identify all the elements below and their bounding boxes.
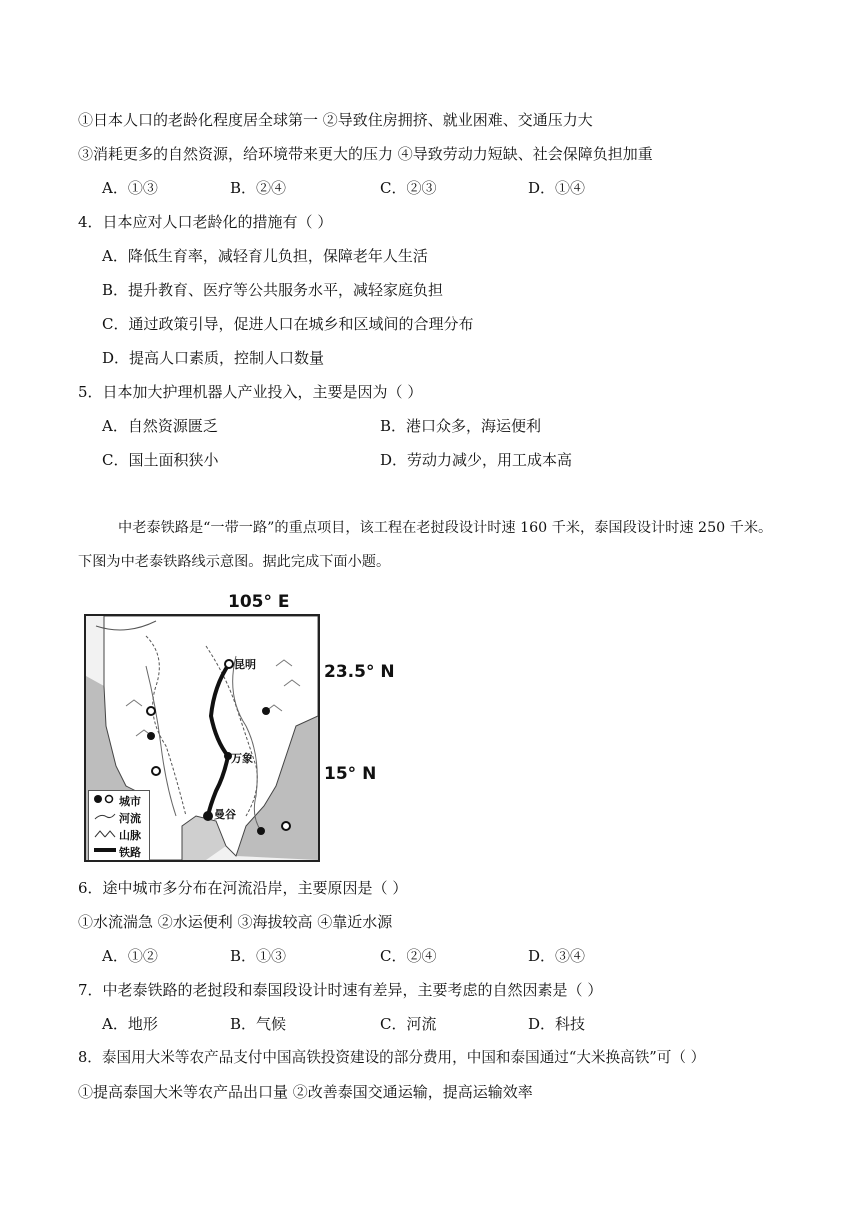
legend-railway-icon [93,844,117,856]
q5-option-b: B．港口众多，海运便利 [380,417,542,435]
q6-option-b: B．①③ [230,947,287,965]
city-marker [147,707,155,715]
q6-option-c: C．②④ [380,947,437,965]
legend-city-label: 城市 [119,795,141,808]
q3-items-line-1: ①日本人口的老龄化程度居全球第一 ②导致住房拥挤、就业困难、交通压力大 [78,111,593,129]
legend-railway-label: 铁路 [119,846,141,859]
map-legend [88,790,150,862]
railway-map [84,614,320,862]
q7-stem: 7．中老泰铁路的老挝段和泰国段设计时速有差异，主要考虑的自然因素是（ ） [78,981,603,999]
q7-option-a: A．地形 [102,1015,158,1033]
q3-option-a: A．①③ [102,179,158,197]
bangkok-label: 曼谷 [214,808,236,821]
q6-option-d: D．③④ [528,947,586,965]
q3-option-c: C．②③ [380,179,437,197]
legend-mountain-label: 山脉 [119,829,141,842]
map-latitude-label-north: 23.5° N [324,662,395,682]
q4-option-d: D．提高人口素质，控制人口数量 [102,349,325,367]
legend-city-icon [93,793,117,805]
vientiane-label: 万象 [231,752,253,765]
q8-stem: 8．泰国用大米等农产品支付中国高铁投资建设的部分费用，中国和泰国通过“大米换高铁”可（ ） [78,1049,706,1066]
q4-option-c: C．通过政策引导，促进人口在城乡和区域间的合理分布 [102,315,474,333]
q6-option-a: A．①② [102,947,158,965]
kunming-label: 昆明 [234,658,256,671]
q5-option-c: C．国土面积狭小 [102,451,219,469]
q4-option-b: B．提升教育、医疗等公共服务水平，减轻家庭负担 [102,281,444,299]
passage-line-1: 中老泰铁路是“一带一路”的重点项目，该工程在老挝段设计时速 160 千米，泰国段设计时速 250 千米。 [118,520,773,536]
q8-items: ①提高泰国大米等农产品出口量 ②改善泰国交通运输，提高运输效率 [78,1083,533,1101]
legend-river-label: 河流 [119,812,141,825]
q6-stem: 6．途中城市多分布在河流沿岸，主要原因是（ ） [78,879,408,897]
q3-option-b: B．②④ [230,179,287,197]
q5-stem: 5．日本加大护理机器人产业投入，主要是因为（ ） [78,383,423,401]
q7-option-b: B．气候 [230,1015,287,1033]
city-marker [262,707,270,715]
legend-river [93,810,141,826]
q3-items-line-2: ③消耗更多的自然资源，给环境带来更大的压力 ④导致劳动力短缺、社会保障负担加重 [78,145,653,163]
q3-option-d: D．①④ [528,179,586,197]
q6-items: ①水流湍急 ②水运便利 ③海拔较高 ④靠近水源 [78,913,393,931]
q4-option-a: A．降低生育率，减轻育儿负担，保障老年人生活 [102,247,428,265]
map-latitude-label-south: 15° N [324,764,377,784]
legend-mountain-icon [93,827,117,839]
city-marker [147,732,155,740]
city-marker [282,822,290,830]
city-marker [257,827,265,835]
legend-railway [93,844,141,860]
q4-stem: 4．日本应对人口老龄化的措施有（ ） [78,213,333,231]
city-bangkok [203,811,213,821]
legend-river-icon [93,810,117,822]
city-marker [152,767,160,775]
q7-option-c: C．河流 [380,1015,437,1033]
q5-option-d: D．劳动力减少，用工成本高 [380,451,573,469]
legend-mountain [93,827,141,843]
map-longitude-label: 105° E [228,592,290,612]
city-kunming [225,660,233,668]
passage-line-2: 下图为中老泰铁路线示意图。据此完成下面小题。 [78,554,391,570]
q5-option-a: A．自然资源匮乏 [102,417,218,435]
legend-city [93,793,141,809]
q7-option-d: D．科技 [528,1015,586,1033]
